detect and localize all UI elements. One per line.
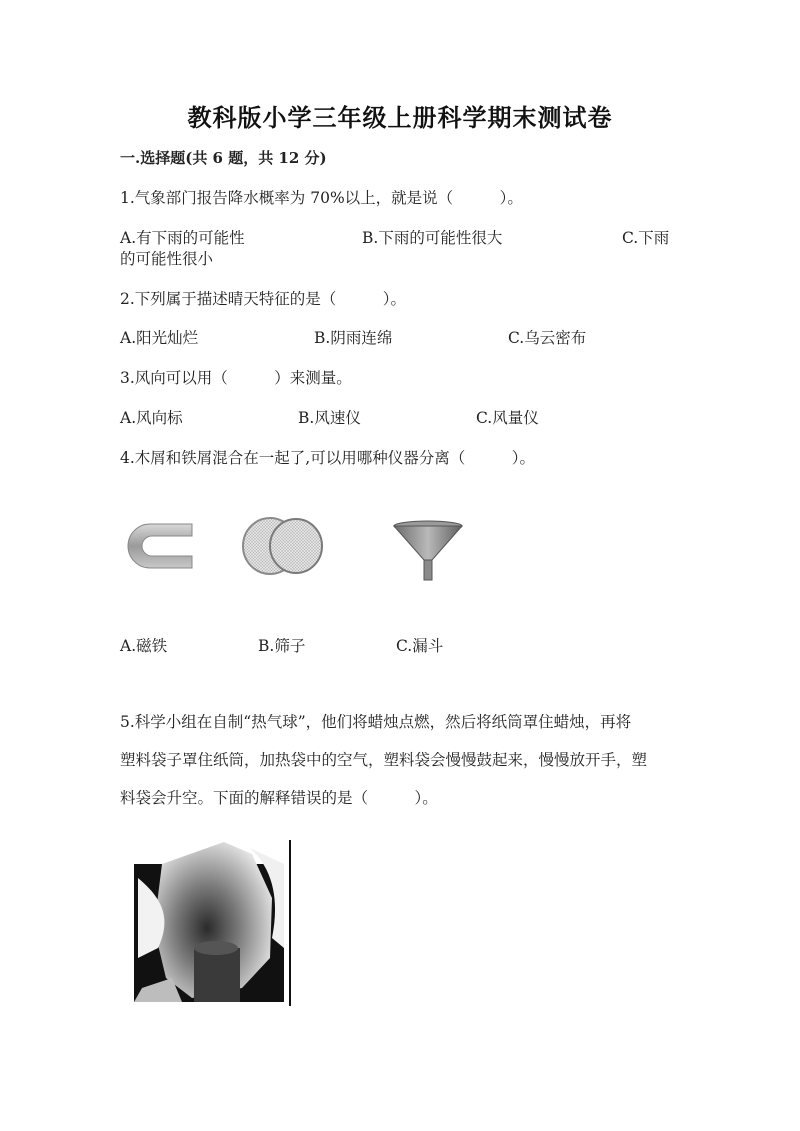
funnel-icon <box>388 518 470 598</box>
magnet-icon <box>124 518 196 578</box>
question-3-option-a[interactable]: A.风向标 <box>120 409 183 427</box>
question-3-option-b[interactable]: B.风速仪 <box>298 409 361 427</box>
question-5-stem-line-2: 塑料袋子罩住纸筒，加热袋中的空气，塑料袋会慢慢鼓起来，慢慢放开手，塑 <box>120 751 648 769</box>
question-4-stem: 4.木屑和铁屑混合在一起了,可以用哪种仪器分离（ ）。 <box>120 449 535 467</box>
question-5-stem-line-1: 5.科学小组在自制“热气球”，他们将蜡烛点燃，然后将纸筒罩住蜡烛，再将 <box>120 713 632 731</box>
question-2-option-b[interactable]: B.阴雨连绵 <box>314 329 393 347</box>
section-heading: 一.选择题(共 6 题，共 12 分) <box>120 149 327 167</box>
hot-air-balloon-photo <box>132 838 294 1008</box>
question-3-option-c[interactable]: C.风量仪 <box>476 409 539 427</box>
question-1-option-c[interactable]: C.下雨 <box>622 229 670 247</box>
question-5-stem-line-3: 料袋会升空。下面的解释错误的是（ ）。 <box>120 789 438 807</box>
question-2-option-c[interactable]: C.乌云密布 <box>508 329 587 347</box>
question-4-option-b[interactable]: B.筛子 <box>258 637 306 655</box>
question-2-stem: 2.下列属于描述晴天特征的是（ ）。 <box>120 290 407 308</box>
question-3-stem: 3.风向可以用（ ）来测量。 <box>120 369 352 387</box>
question-1-option-a[interactable]: A.有下雨的可能性 <box>120 229 245 247</box>
question-4-option-a[interactable]: A.磁铁 <box>120 637 168 655</box>
page-title: 教科版小学三年级上册科学期末测试卷 <box>187 103 613 132</box>
sieve-icon <box>240 515 326 577</box>
question-4-option-c[interactable]: C.漏斗 <box>396 637 444 655</box>
question-1-option-b[interactable]: B.下雨的可能性很大 <box>362 229 503 247</box>
question-2-option-a[interactable]: A.阳光灿烂 <box>120 329 199 347</box>
question-1-stem: 1.气象部门报告降水概率为 70%以上，就是说（ ）。 <box>120 189 523 207</box>
question-1-option-c-continued: 的可能性很小 <box>120 250 214 268</box>
